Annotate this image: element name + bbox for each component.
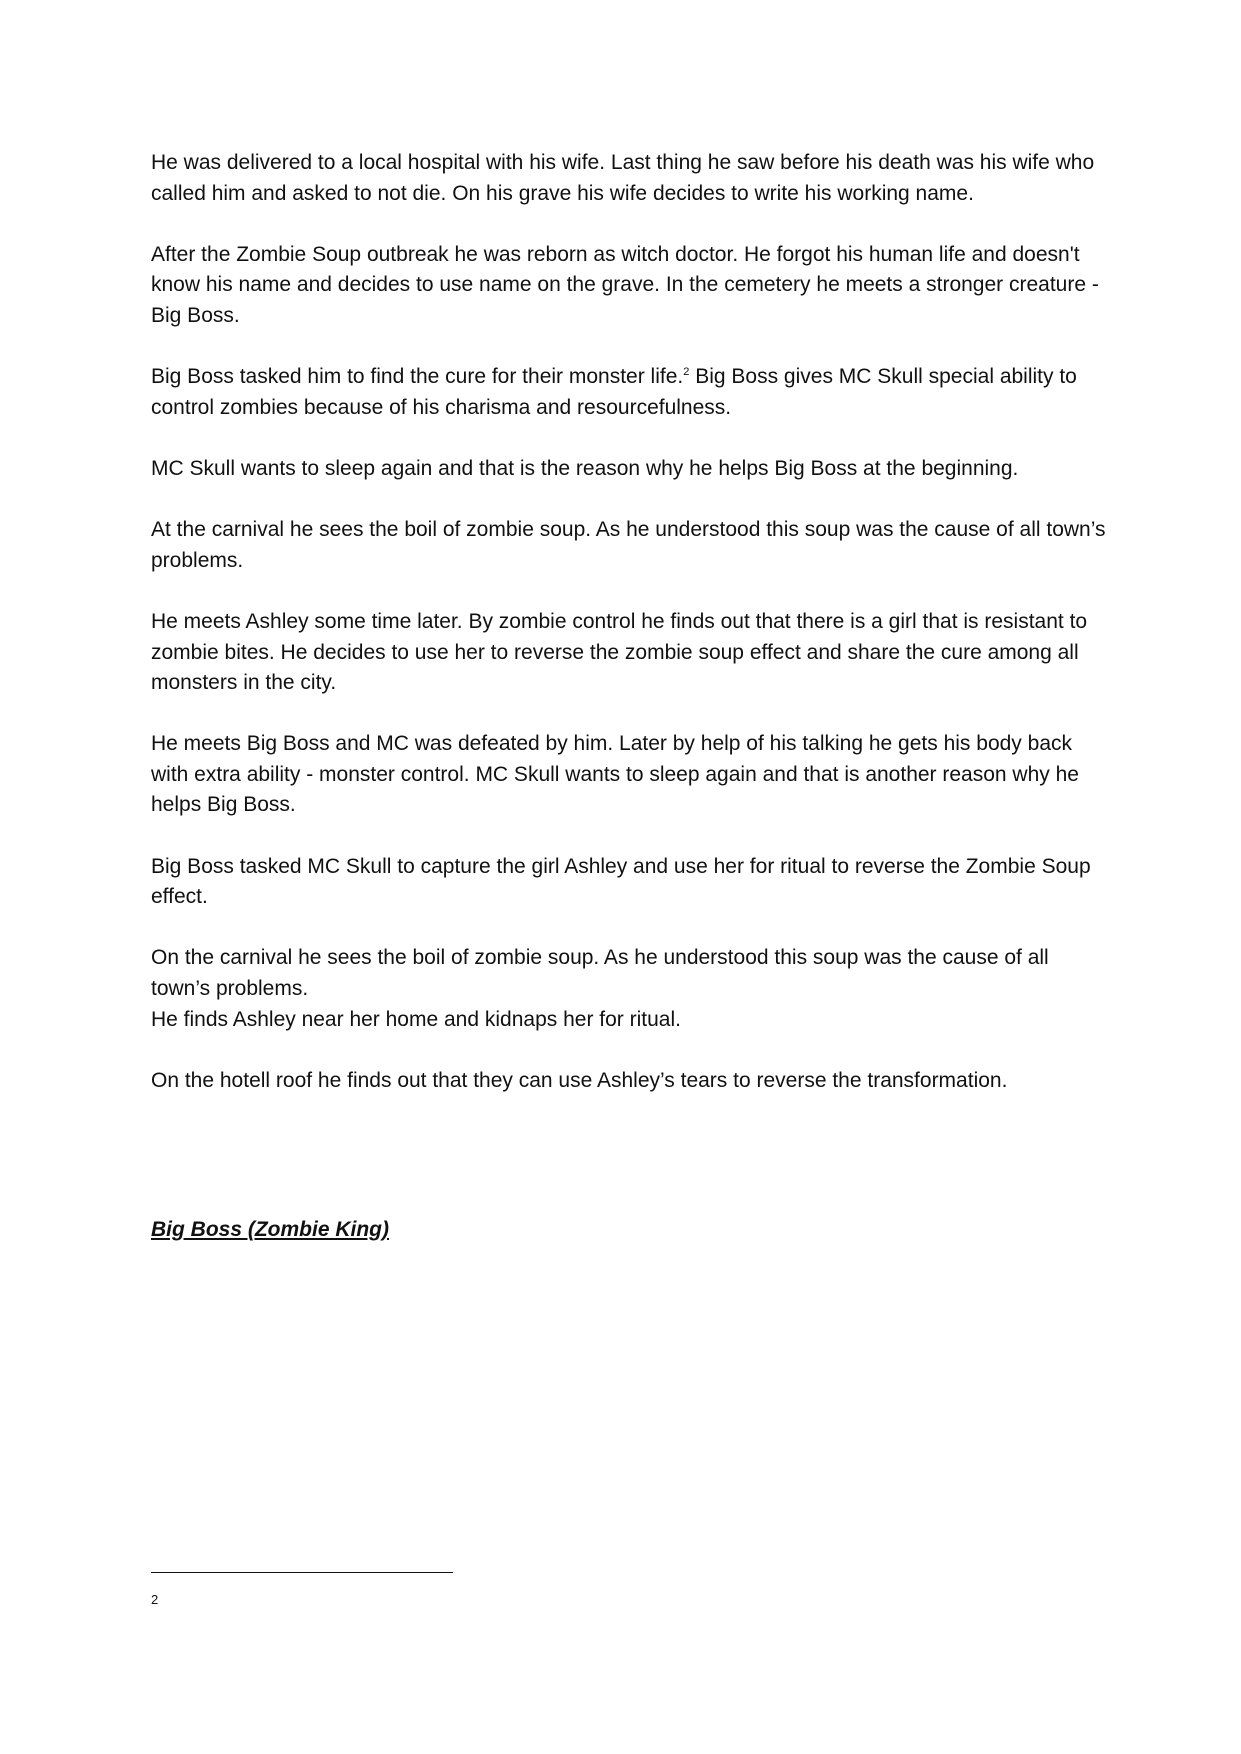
- footnote-number: 2: [151, 1592, 159, 1607]
- paragraph-text: Big Boss tasked him to find the cure for their monster life.: [151, 365, 684, 389]
- paragraph: After the Zombie Soup outbreak he was reborn as witch doctor. He forgot his human life and doesn't know his name and decides to use name on the grave. In the cemetery he meets a stronger creature - Big Boss.: [151, 242, 1099, 327]
- paragraph: He finds Ashley near her home and kidnaps her for ritual.: [151, 1007, 681, 1031]
- paragraph: MC Skull wants to sleep again and that is the reason why he helps Big Boss at the beginning.: [151, 456, 1019, 480]
- section-heading: Big Boss (Zombie King): [151, 1218, 389, 1241]
- paragraph: He was delivered to a local hospital with his wife. Last thing he saw before his death was his wife who called him and asked to not die. On his grave his wife decides to write his working name.: [151, 151, 1095, 205]
- paragraph: He meets Big Boss and MC was defeated by him. Later by help of his talking he gets his body back with extra ability - monster control. MC Skull wants to sleep again and that is another reason why he helps Big Boss.: [151, 732, 1079, 817]
- footnote: [151, 1592, 158, 1607]
- paragraph: At the carnival he sees the boil of zombie soup. As he understood this soup was the cause of all town’s problems.: [151, 518, 1106, 572]
- paragraph: He meets Ashley some time later. By zombie control he finds out that there is a girl that is resistant to zombie bites. He decides to use her to reverse the zombie soup effect and share the cure among all monsters in the city.: [151, 609, 1088, 695]
- paragraph: On the hotell roof he finds out that they can use Ashley’s tears to reverse the transformation.: [151, 1068, 1008, 1092]
- paragraph: [151, 362, 1111, 423]
- paragraph: Big Boss tasked MC Skull to capture the girl Ashley and use her for ritual to reverse the Zombie Soup effect.: [151, 854, 1091, 909]
- paragraph: On the carnival he sees the boil of zombie soup. As he understood this soup was the cause of all town’s problems.: [151, 946, 1049, 1001]
- footnote-reference[interactable]: 2: [683, 366, 690, 379]
- paragraph-text: Big Boss gives MC Skull special ability to control zombies because of his charisma and resourcefulness.: [151, 365, 1077, 419]
- body-text: [151, 148, 1111, 1127]
- footnote-separator: [151, 1572, 453, 1573]
